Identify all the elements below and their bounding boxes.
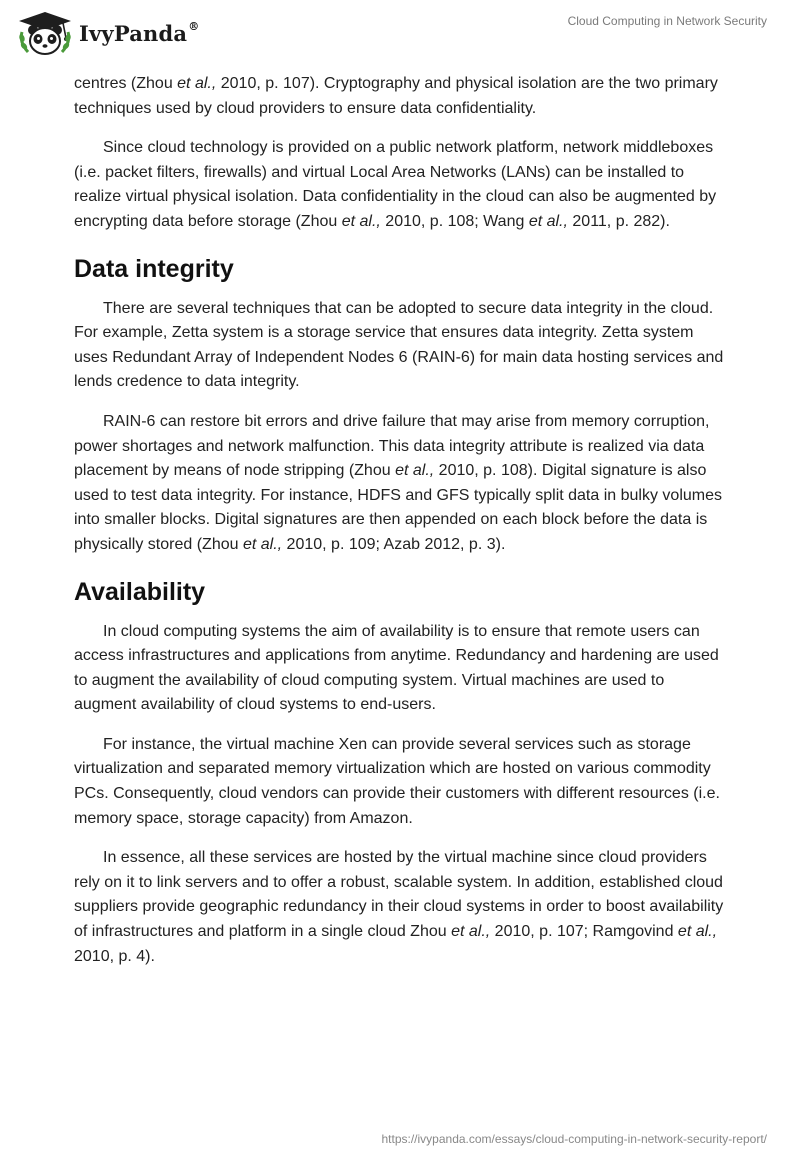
heading-availability: Availability	[74, 577, 206, 606]
paragraph-rain6: RAIN-6 can restore bit errors and drive failure that may arise from memory corruption, power shortages and network malfunction. This data integrity attribute is realized via data placement by means of node stripping (Zhou et al., 2010, p. 108). Digital signature is also used to test data integrity. For instance, HDFS and GFS typically split data in bulky volumes into smaller blocks. Digital signatures are then appended on each block before the data is physically stored (Zhou et al., 2010, p. 109; Azab 2012, p. 3).	[74, 412, 722, 553]
essay-body	[74, 72, 726, 984]
paragraph-xen: For instance, the virtual machine Xen can provide several services such as storage virtualization and separated memory virtualization which are hosted on various commodity PCs. Consequently, cloud vendors can provide their customers with different resources (i.e. memory space, storage capacity) from Amazon.	[74, 735, 720, 827]
paragraph-geographic-redundancy: In essence, all these services are hosted by the virtual machine since cloud providers rely on it to link servers and to offer a robust, scalable system. In addition, established cloud suppliers provide geographic redundancy in their cloud systems in order to boost availability of infrastructures and platform in a single cloud Zhou et al., 2010, p. 107; Ramgovind et al., 2010, p. 4).	[74, 849, 724, 965]
document-title: Cloud Computing in Network Security	[567, 14, 767, 28]
paragraph-zetta-system: There are several techniques that can be adopted to secure data integrity in the cloud. For example, Zetta system is a storage service that ensures data integrity. Zetta system uses Redundant Array of Independent Nodes 6 (RAIN-6) for main data hosting services and lends credence to data integrity.	[74, 299, 724, 391]
logo-wordmark: IvyPanda®	[79, 19, 200, 46]
paragraph-confidentiality-continued: centres (Zhou et al., 2010, p. 107). Cryptography and physical isolation are the two primary techniques used by cloud providers to ensure data confidentiality.	[74, 75, 718, 117]
ivypanda-logo[interactable]	[16, 10, 199, 56]
page-header	[0, 0, 800, 70]
source-url-link[interactable]: https://ivypanda.com/essays/cloud-computing-in-network-security-report/	[381, 1132, 767, 1146]
heading-data-integrity: Data integrity	[74, 254, 234, 283]
paragraph-availability-aim: In cloud computing systems the aim of availability is to ensure that remote users can access infrastructures and applications from anytime. Redundancy and hardening are used to augment the availability of cloud computing system. Virtual machines are used to augment availability of cloud systems to end-users.	[74, 622, 719, 714]
panda-graduate-icon	[16, 10, 74, 56]
paragraph-virtual-isolation: Since cloud technology is provided on a public network platform, network middleboxes (i.e. packet filters, firewalls) and virtual Local Area Networks (LANs) can be installed to realize virtual physical isolation. Data confidentiality in the cloud can also be augmented by encrypting data before storage (Zhou et al., 2010, p. 108; Wang et al., 2011, p. 282).	[74, 139, 717, 230]
